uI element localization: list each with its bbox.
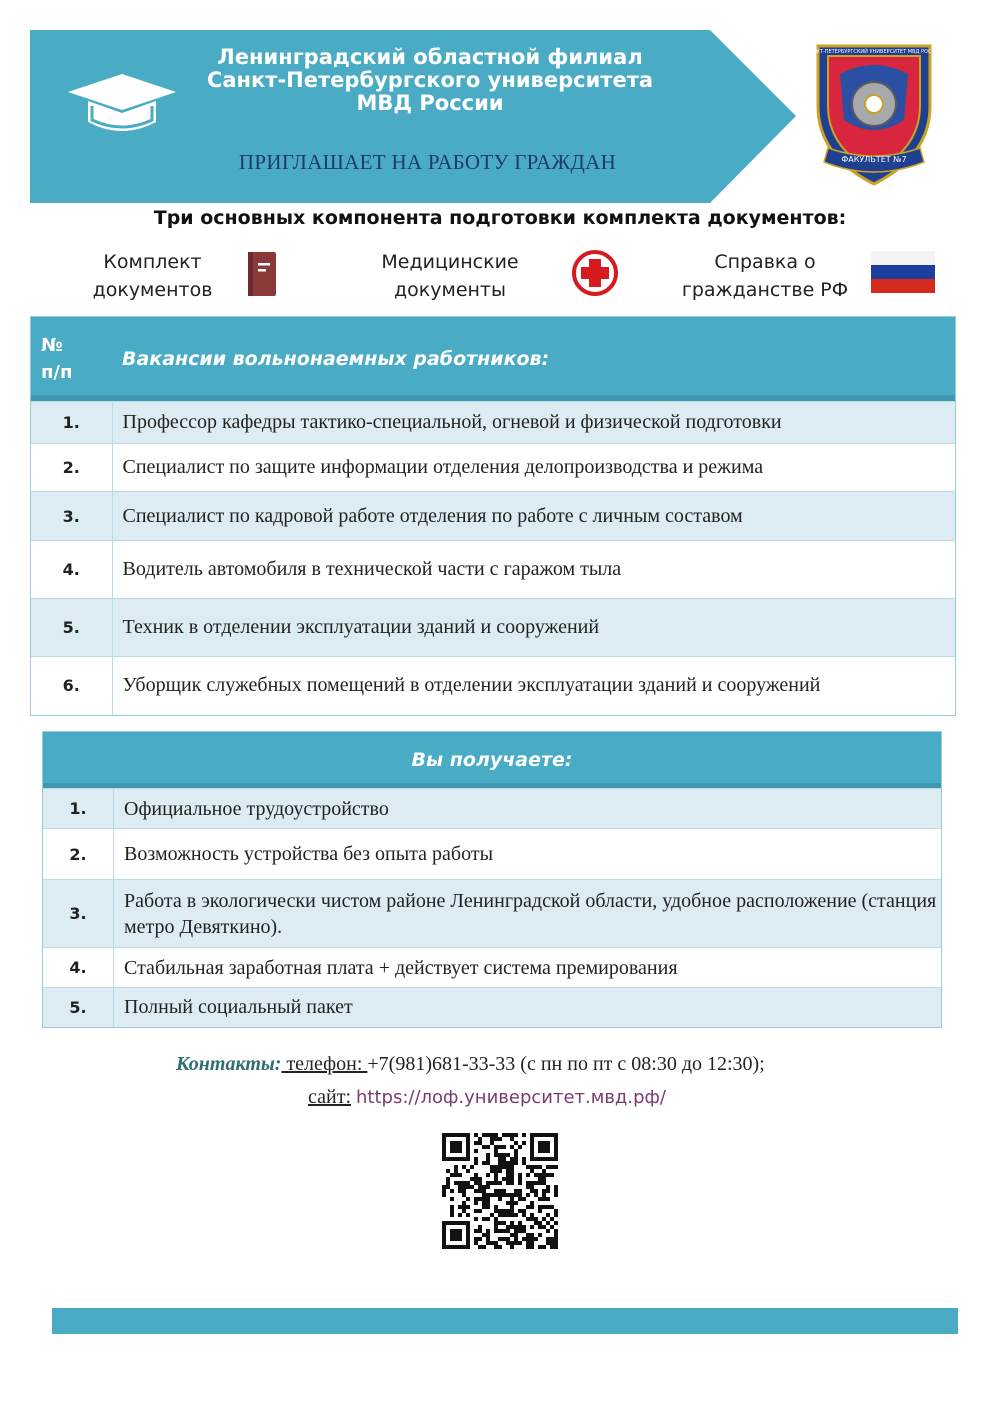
row-number: 4.: [31, 541, 112, 599]
vacancy-text: Водитель автомобиля в технической части с гаражом тыла: [112, 541, 955, 599]
site-line: [308, 1086, 666, 1109]
vacancies-table: [30, 316, 956, 716]
table-row: [31, 402, 955, 444]
component-label: Справка о: [714, 251, 816, 273]
row-number: 2.: [43, 829, 114, 880]
banner-title-line-2: Санкт-Петербургского университета: [206, 68, 654, 92]
document-folder-icon: [246, 251, 278, 302]
column-number-header: [31, 317, 112, 402]
column-number-header-line: №: [41, 335, 63, 356]
table-row: [31, 541, 955, 599]
benefit-text: Официальное трудоустройство: [114, 789, 942, 829]
phone-label: телефон:: [281, 1053, 368, 1075]
table-row: [31, 657, 955, 715]
benefits-header-row: [43, 732, 941, 789]
benefits-table: [42, 731, 942, 1028]
medical-cross-icon: [571, 249, 619, 302]
table-row: [43, 948, 941, 988]
table-row: [43, 880, 941, 948]
contacts-line: [176, 1053, 956, 1076]
vacancy-text: Уборщик служебных помещений в отделении эксплуатации зданий и сооружений: [112, 657, 955, 715]
row-number: 3.: [31, 492, 112, 541]
components-title: Три основных компонента подготовки комплекта документов:: [153, 207, 847, 229]
component-label: документов: [92, 279, 213, 301]
table-row: [31, 492, 955, 541]
component-label: Комплект: [103, 251, 202, 273]
row-number: 1.: [31, 402, 112, 444]
benefit-text: Стабильная заработная плата + действует система премирования: [114, 948, 942, 988]
qr-code-icon[interactable]: [442, 1133, 558, 1254]
component-citizenship: [665, 248, 865, 304]
emblem-text-bottom: ФАКУЛЬТЕТ №7: [841, 155, 907, 164]
benefit-text: Возможность устройства без опыта работы: [114, 829, 942, 880]
vacancies-header: Вакансии вольнонаемных работников:: [112, 317, 955, 402]
component-label: гражданстве РФ: [681, 279, 849, 301]
table-row: [43, 789, 941, 829]
russian-flag-icon: [871, 251, 935, 298]
phone-value[interactable]: +7(981)681-33-33 (с пн по пт с 08:30 до 12:30);: [367, 1053, 765, 1075]
vacancy-text: Специалист по кадровой работе отделения по работе с личным составом: [112, 492, 955, 541]
emblem-text-top: САНКТ-ПЕТЕРБУРГСКИЙ УНИВЕРСИТЕТ МВД РОССИИ: [810, 49, 938, 55]
contacts-label: Контакты:: [176, 1053, 282, 1075]
table-row: [43, 988, 941, 1027]
benefits-header: Вы получаете:: [43, 732, 941, 789]
row-number: 4.: [43, 948, 114, 988]
banner-title-line-3: МВД России: [356, 91, 504, 115]
table-row: [31, 599, 955, 657]
banner-invite: ПРИГЛАШАЕТ НА РАБОТУ ГРАЖДАН: [238, 150, 617, 174]
component-label: Медицинские: [381, 251, 519, 273]
row-number: 1.: [43, 789, 114, 829]
row-number: 5.: [31, 599, 112, 657]
benefit-text: Полный социальный пакет: [114, 988, 942, 1027]
table-row: [31, 444, 955, 492]
component-label: документы: [394, 279, 506, 301]
column-number-header-line: п/п: [41, 362, 73, 383]
row-number: 3.: [43, 880, 114, 948]
component-documents: [80, 248, 225, 304]
vacancy-text: Специалист по защите информации отделения делопроизводства и режима: [112, 444, 955, 492]
table-row: [43, 829, 941, 880]
row-number: 5.: [43, 988, 114, 1027]
row-number: 2.: [31, 444, 112, 492]
footer-bar: [52, 1308, 958, 1334]
site-link[interactable]: https://лоф.университет.мвд.рф/: [356, 1087, 666, 1108]
vacancy-text: Техник в отделении эксплуатации зданий и сооружений: [112, 599, 955, 657]
site-label: сайт:: [308, 1086, 351, 1108]
row-number: 6.: [31, 657, 112, 715]
component-medical: [360, 248, 540, 304]
banner-title-line-1: Ленинградский областной филиал: [217, 45, 643, 69]
university-emblem: [810, 36, 938, 193]
benefit-text: Работа в экологически чистом районе Ленинградской области, удобное расположение (станция метро Девяткино).: [114, 880, 942, 948]
vacancies-header-row: [31, 317, 955, 402]
vacancy-text: Профессор кафедры тактико-специальной, огневой и физической подготовки: [112, 402, 955, 444]
banner-title: [150, 46, 710, 115]
